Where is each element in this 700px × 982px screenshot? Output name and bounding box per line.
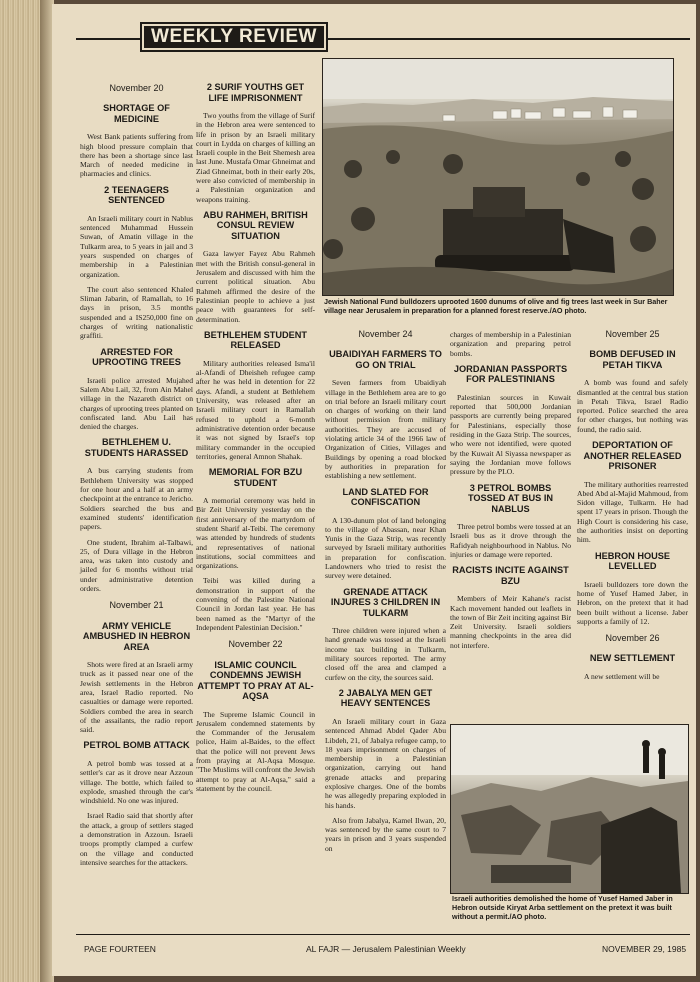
article-text: A petrol bomb was tossed at a settler's car as it drove near Azzoun village. The bottle, which failed to explode, smashed through the car's windshield. No one was injured. xyxy=(80,758,193,806)
headline: HEBRON HOUSE LEVELLED xyxy=(594,550,671,572)
bottom-rule xyxy=(76,934,690,935)
article-text: A bomb was found and safely dismantled at the central bus station in Petah Tikva, Israel Radio reported. Police searched the area for other charges, but nothing was found, the radio said. xyxy=(577,378,688,434)
headline: 3 PETROL BOMBS TOSSED AT BUS IN NABLUS xyxy=(467,482,554,514)
article-text: A bus carrying students from Bethlehem University was stopped for one hour and a half at an army checkpoint at the entrance to Jericho. Soldiers searched the bus and examined students' identification papers. xyxy=(80,466,194,532)
headline: 2 TEENAGERS SENTENCED xyxy=(104,184,169,206)
bulldozer-photo-illustration xyxy=(323,59,673,295)
column-3 xyxy=(325,330,446,859)
headline: 2 SURIF YOUTHS GET LIFE IMPRISONMENT xyxy=(206,82,305,103)
article-text: West Bank patients suffering from high blood pressure complain that there has been a shortage since last March of needed medicine in pharmacies and clinics. xyxy=(80,132,193,179)
article-text: The court also sentenced Khaled Sliman Jabarin, of Ramallah, to 16 days in prison, 3.5 months suspended and a IS250,000 fine on charges of writing nationalistic graffiti. xyxy=(80,284,193,341)
article-text: Gaza lawyer Fayez Abu Rahmeh met with the British consul-general in Jerusalem and discussed with him the current political situation. Abu Rahmeh affirmed the desire of the Palestinian people to achieve a just peace with guarantees for self-determination. xyxy=(196,249,315,324)
headline: ARRESTED FOR UPROOTING TREES xyxy=(92,346,181,368)
headline: RACISTS INCITE AGAINST BZU xyxy=(452,565,569,586)
headline: BETHLEHEM STUDENT RELEASED xyxy=(203,329,308,351)
headline: UBAIDIYAH FARMERS TO GO ON TRIAL xyxy=(329,349,442,370)
article-text: Shots were fired at an Israeli army truck as it passed near one of the Jewish settlements in the Hebron area, Israel Radio reported. No casualties or damage were reported. Soldiers combed the area in search of the assailants, the radio report said. xyxy=(80,660,193,735)
headline: 2 JABALYA MEN GET HEAVY SENTENCES xyxy=(338,687,433,709)
headline: MEMORIAL FOR BZU STUDENT xyxy=(208,467,303,488)
page-number: PAGE FOURTEEN xyxy=(84,944,156,954)
article-text: An Israeli military court in Gaza sentenced Ahmad Abdel Qader Abu Libdeh, 21, of Jabalya refugee camp, to 18 years imprisonment on charges of membership in a Palestinian organization, carrying out hand grenade attacks and preparing explosive charges. One of the bombs he was allegedly preparing exploded in his hands. xyxy=(325,716,446,810)
article-text: A 130-dunum plot of land belonging to the village of Abassan, near Khan Yunis in the Gaza Strip, was recently surveyed by Israeli military authorities in preparation for confiscation. Landowners who tried to resist the survey were detained. xyxy=(325,515,446,581)
article-text: Palestinian sources in Kuwait reported that 500,000 Jordanian passports are currently being prepared for Palestinians, especially those residing in the Gaza Strip. The sources, who were not identified, were quoted by the Kuwait Al Siyassa newspaper as saying the Jordanian move follows pressure by the PLO. xyxy=(450,392,571,477)
article-text: Israeli police arrested Mujahed Salem Abu Lail, 32, from Ain Mahel village in the Nazareth district on charges of uprooting trees planted on confiscated land. Abu Lail has denied the charges. xyxy=(80,375,193,432)
headline: BOMB DEFUSED IN PETAH TIKVA xyxy=(589,349,676,370)
headline: DEPORTATION OF ANOTHER RELEASED PRISONER xyxy=(583,440,682,472)
article-text: The Supreme Islamic Council in Jerusalem condemned statements by the Commander of the Jerusalem police, Haim al-Baides, to the effect that the police will not prevent Jews from praying at Al-Aqsa Mosque. "The Muslims will confront the Jewish attempt to pray at Al-Aqsa," said a statement by the council. xyxy=(196,709,315,793)
article-text: Also from Jabalya, Kamel Ilwan, 20, was sentenced by the same court to 7 years in prison and 3 years suspended on xyxy=(325,815,446,853)
article-text: charges of membership in a Palestinian organization and preparing petrol bombs. xyxy=(450,330,571,358)
date-label: November 22 xyxy=(228,639,283,650)
headline: ARMY VEHICLE AMBUSHED IN HEBRON AREA xyxy=(82,620,191,652)
publication-name: AL FAJR — Jerusalem Palestinian Weekly xyxy=(306,944,466,954)
headline: LAND SLATED FOR CONFISCATION xyxy=(342,486,429,508)
photo-caption: Jewish National Fund bulldozers uprooted 1600 dunums of olive and fig trees last week in Sur Baher village near Jerusalem in preparation for a planned forest reserve./AO photo. xyxy=(324,297,668,315)
article-text: A memorial ceremony was held in Bir Zeit University yesterday on the first anniversary of the martyrdom of student Sharif al-Teibi. The ceremony was attended by hundreds of students and representatives of national institutions, social committees and organizations. xyxy=(196,496,315,571)
headline: PETROL BOMB ATTACK xyxy=(83,740,190,751)
article-text: Israel Radio said that shortly after the attack, a group of settlers staged a demonstration in Azzoun. Israeli troops promptly clamped a curfew on the village and conducted intensive searches for the attackers. xyxy=(80,811,193,867)
headline: NEW SETTLEMENT xyxy=(589,653,676,664)
headline: ISLAMIC COUNCIL CONDEMNS JEWISH ATTEMPT TO PRAY AT AL-AQSA xyxy=(197,659,314,702)
bulldozer-photo xyxy=(322,58,674,296)
article-text: The military authorities rearrested Abed Abd al-Majid Mahmoud, from Sidon village, Tulkarm. He had spent 17 years in prison. Though the High Court is considering his case, the authorities insist on deporting him. xyxy=(577,479,688,545)
article-text: One student, Ibrahim al-Talbawi, 25, of Dura village in the Hebron area, was taken into custody and jailed for 6 months without trial under administrative detention orders. xyxy=(80,537,193,593)
headline: GRENADE ATTACK INJURES 3 CHILDREN IN TULKARM xyxy=(330,586,441,618)
article-text: Members of Meir Kahane's racist Kach movement handed out leaflets in the town of Bir Zeit inciting against Bir Zeit University. Israeli soldiers manning checkpoints in the area did not interfere. xyxy=(450,594,571,650)
date-label: November 24 xyxy=(358,329,413,339)
date-label: November 20 xyxy=(109,83,164,93)
date-label: November 21 xyxy=(109,600,164,611)
article-text: Three children were injured when a hand grenade was tossed at the Israeli income tax building in Tulkarm, military sources reported. The army closed off the area and clamped a curfew on the city, the sources said. xyxy=(325,626,446,682)
headline: BETHLEHEM U. STUDENTS HARASSED xyxy=(84,437,189,458)
article-text: Seven farmers from Ubaidiyah village in the Bethlehem area are to go on trial before an Israeli military court on charges of working on their land without permission from military authorities. They are accused of violating article 34 of the 1966 law of Organization of Cities, Villages and Buildings by opening a road blocked by authorities in preparation for establishing a new settlement. xyxy=(325,378,446,481)
date-label: November 26 xyxy=(605,633,660,644)
headline: JORDANIAN PASSPORTS FOR PALESTINIANS xyxy=(453,363,568,385)
article-text: Three petrol bombs were tossed at an Israeli bus as it drove through the Rafidyah neighbourhood in Nablus. No injuries or damage were reported. xyxy=(450,522,571,559)
issue-date: NOVEMBER 29, 1985 xyxy=(602,944,687,954)
article-text: Israeli bulldozers tore down the home of Yusef Hamed Jaber, in Hebron, on the pretext that it had been built without a license. Jaber supports a family of 12. xyxy=(577,579,688,626)
article-text: Two youths from the village of Surif in the Hebron area were sentenced to life in prison by an Israeli military court in Lydda on charges of killing an Israeli couple in the Beit Shemesh area last June. Mustafa Omar Ghneimat and Ziad Ghneimat, both in their early 20s, were also convicted of membership in a Palestinian organization and weapons training. xyxy=(196,111,315,204)
article-text: An Israeli military court in Nablus sentenced Muhammad Hussein Suwan, of Amatin village in the Tulkarm area, to 5 years in jail and 3 years suspended on charges of membership in a Palestinian organization. xyxy=(80,213,193,279)
headline: ABU RAHMEH, BRITISH CONSUL REVIEW SITUATION xyxy=(203,209,308,241)
column-1 xyxy=(80,76,193,873)
demolished-home-photo xyxy=(450,724,689,894)
column-2 xyxy=(196,76,315,799)
column-4 xyxy=(450,330,571,656)
demolished-home-illustration xyxy=(451,725,688,893)
article-text: Military authorities released Isma'il al-Afandi of Dheisheh refugee camp after he was held in detention for 22 days. Afandi, a student at Bethlehem University, was released after an Israeli military court in Ramallah refused to uphold a 6-month administrative detention order because it was not signed by Israel's top military commander in the occupied territories, general Amnon Shahak. xyxy=(196,358,315,461)
article-text: Teibi was killed during a demonstration in support of the convening of the Palestine National Council in Jordan last year. He has been named as the "Martyr of the Independent Palestinian Decision." xyxy=(196,576,315,632)
photo-caption: Israeli authorities demolished the home of Yusef Hamed Jaber in Hebron outside Kiryat Arba settlement on the pretext it was built without a permit./AO photo. xyxy=(452,894,673,921)
date-label: November 25 xyxy=(605,329,660,339)
masthead: WEEKLY REVIEW xyxy=(140,22,328,52)
headline: SHORTAGE OF MEDICINE xyxy=(103,103,170,124)
column-5 xyxy=(577,330,688,687)
book-binding xyxy=(0,0,44,982)
article-text: A new settlement will be xyxy=(584,671,660,681)
